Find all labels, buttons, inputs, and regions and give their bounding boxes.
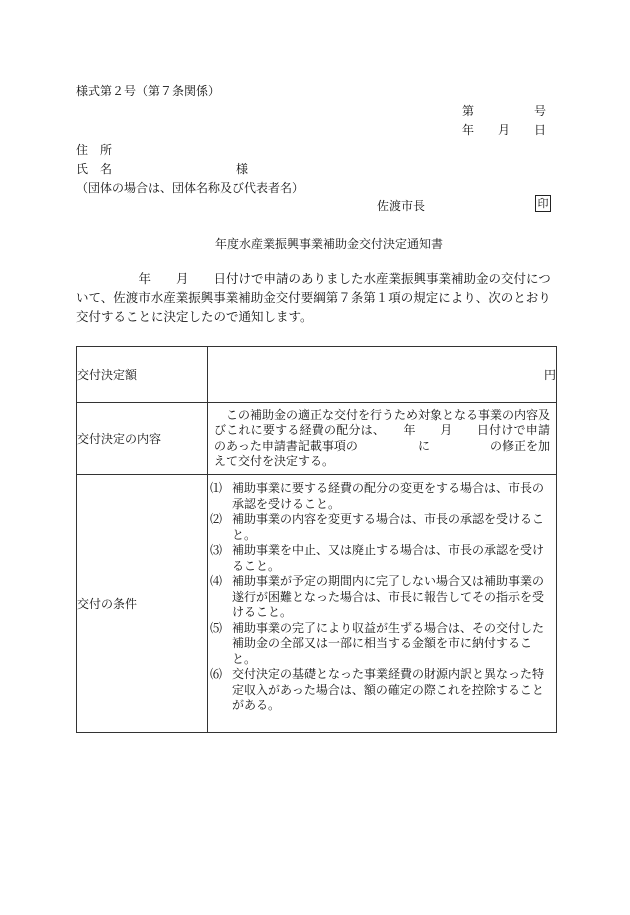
- form-number-label: 様式第２号（第７条関係）: [76, 84, 221, 98]
- conditions-cell: [208, 475, 557, 733]
- condition-number: ⑴: [210, 481, 223, 495]
- list-item: [208, 512, 550, 543]
- issuer-title: 佐渡市長: [377, 199, 426, 213]
- condition-number: ⑵: [210, 512, 223, 526]
- name-label: 氏 名: [76, 162, 113, 176]
- condition-text: 補助事業を中止、又は廃止する場合は、市長の承認を受けること。: [232, 543, 545, 573]
- condition-number: ⑸: [210, 620, 223, 635]
- table-row: [77, 475, 557, 733]
- content-text: この補助金の適正な交付を行うため対象となる事業の内容及びこれに要する経費の配分は、 年 月 日付けで申請のあった申請書記載事項の に の修正を加えて交付を決定する。: [214, 407, 551, 468]
- notice-body: 年 月 日付けで申請のありました水産業振興事業補助金の交付について、佐渡市水産業振興事業補助金交付要綱第７条第１項の規定により、次のとおり交付することに決定したので通知します。: [76, 271, 551, 324]
- list-item: [208, 543, 550, 574]
- document-title: 年度水産業振興事業補助金交付決定通知書: [215, 237, 444, 251]
- condition-number: ⑶: [210, 543, 223, 557]
- list-item: [208, 481, 550, 512]
- group-name-note: （団体の場合は、団体名称及び代表者名）: [76, 181, 305, 195]
- condition-number: ⑷: [210, 574, 223, 588]
- content-label: 交付決定の内容: [77, 403, 208, 475]
- list-item: [208, 574, 550, 621]
- condition-text: 補助事業に要する経費の配分の変更をする場合は、市長の承認を受けること。: [232, 481, 545, 511]
- content-value: [208, 403, 557, 475]
- document-date-line: 年 月 日: [462, 123, 547, 137]
- conditions-label: 交付の条件: [77, 475, 208, 733]
- conditions-list: [208, 475, 556, 722]
- list-item: [208, 621, 550, 668]
- honorific: 様: [236, 162, 249, 176]
- table-row: [77, 403, 557, 475]
- condition-text: 交付決定の基礎となった事業経費の財源内訳と異なった特定収入があった場合は、額の確定の際これを控除することがある。: [232, 667, 545, 712]
- amount-label: 交付決定額: [77, 347, 208, 403]
- condition-text: 補助事業の内容を変更する場合は、市長の承認を受けること。: [232, 512, 545, 542]
- table-row: [77, 347, 557, 403]
- condition-text: 補助事業が予定の期間内に完了しない場合又は補助事業の遂行が困難となった場合は、市長に報告してその指示を受けること。: [232, 574, 545, 619]
- seal-mark: 印: [535, 195, 551, 212]
- decision-table: [76, 346, 557, 733]
- list-item: [208, 667, 550, 714]
- address-label: 住 所: [76, 143, 113, 157]
- condition-number: ⑹: [210, 667, 223, 681]
- document-number-line: 第 号: [462, 104, 547, 118]
- condition-text: 補助事業の完了により収益が生ずる場合は、その交付した補助金の全部又は一部に相当する金額を市に納付すること。: [232, 620, 545, 666]
- amount-value: 円: [208, 347, 557, 403]
